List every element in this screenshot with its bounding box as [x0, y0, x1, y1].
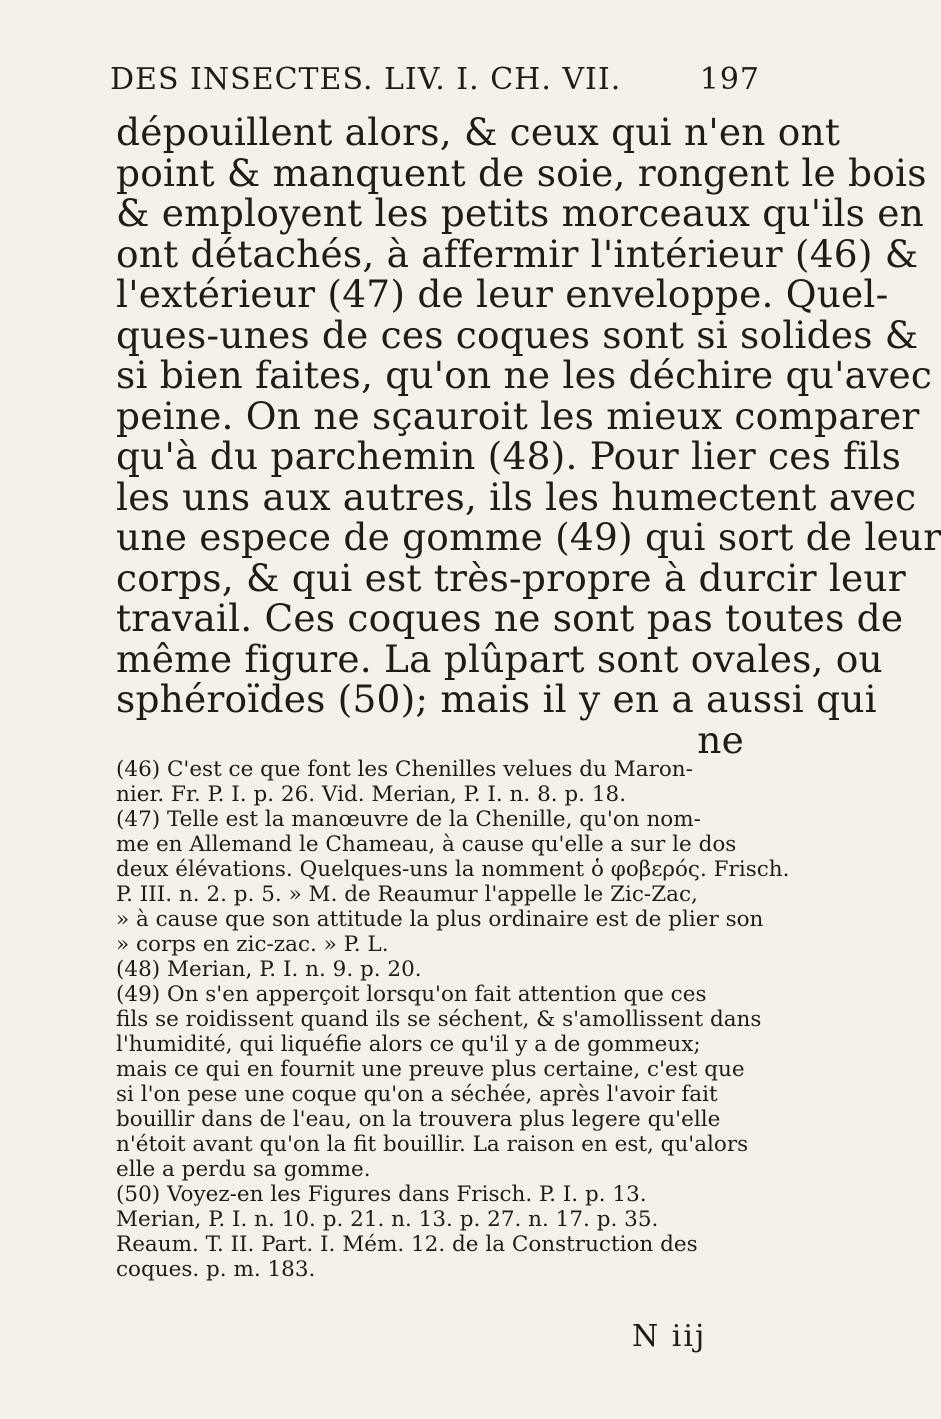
footnote-line: (48) Merian, P. I. n. 9. p. 20.: [116, 957, 422, 982]
body-line: peine. On ne sçauroit les mieux comparer: [116, 393, 920, 438]
footnote-line: l'humidité, qui liquéfie alors ce qu'il y a de gommeux;: [116, 1032, 701, 1057]
footnotes: [116, 757, 790, 1282]
footnote-line: » à cause que son attitude la plus ordinaire est de plier son: [116, 907, 764, 932]
footnote-line: (50) Voyez-en les Figures dans Frisch. P. I. p. 13.: [116, 1182, 647, 1207]
footnote-line: coques. p. m. 183.: [116, 1257, 316, 1282]
page-number: 197: [699, 62, 760, 97]
signature-mark: N iij: [632, 1319, 707, 1354]
running-header: [110, 62, 760, 97]
footnote-line: Reaum. T. II. Part. I. Mém. 12. de la Construction des: [116, 1232, 698, 1257]
body-line: si bien faites, qu'on ne les déchire qu'avec: [116, 353, 933, 397]
main-text: [116, 110, 941, 762]
body-line: point & manquent de soie, rongent le bois: [116, 150, 927, 195]
footnote-line: nier. Fr. P. I. p. 26. Vid. Merian, P. I. n. 8. p. 18.: [116, 782, 627, 807]
body-line: ont détachés, à affermir l'intérieur (46) &: [116, 231, 919, 276]
footnote-line: bouillir dans de l'eau, on la trouvera plus legere qu'elle: [116, 1107, 721, 1132]
running-title: DES INSECTES. LIV. I. CH. VII.: [110, 62, 622, 97]
footnote-line: fils se roidissent quand ils se séchent, & s'amollissent dans: [116, 1007, 762, 1032]
body-line: dépouillent alors, & ceux qui n'en ont: [116, 110, 841, 154]
body-line: travail. Ces coques ne sont pas toutes de: [116, 596, 904, 640]
body-line: une espece de gomme (49) qui sort de leur: [116, 515, 941, 559]
footnote-line: me en Allemand le Chameau, à cause qu'elle a sur le dos: [116, 832, 737, 857]
footnote-line: si l'on pese une coque qu'on a séchée, après l'avoir fait: [116, 1082, 718, 1107]
footnote-line: » corps en zic-zac. » P. L.: [116, 932, 389, 957]
catchword: ne: [697, 717, 744, 762]
body-line: l'extérieur (47) de leur enveloppe. Quel-: [116, 272, 889, 316]
body-line: corps, & qui est très-propre à durcir leur: [116, 555, 906, 600]
body-line: les uns aux autres, ils les humectent avec: [116, 474, 917, 519]
body-line: sphéroïdes (50); mais il y en a aussi qui: [116, 677, 877, 721]
body-line: qu'à du parchemin (48). Pour lier ces fils: [116, 434, 902, 478]
footnote-line: mais ce qui en fournit une preuve plus certaine, c'est que: [116, 1057, 745, 1082]
body-line: & employent les petits morceaux qu'ils en: [116, 191, 924, 235]
footnote-line: n'étoit avant qu'on la fit bouillir. La raison en est, qu'alors: [116, 1132, 749, 1157]
footnote-line: elle a perdu sa gomme.: [116, 1157, 371, 1182]
footnote-line: (47) Telle est la manœuvre de la Chenille, qu'on nom-: [116, 807, 701, 832]
footnote-line: P. III. n. 2. p. 5. » M. de Reaumur l'appelle le Zic-Zac,: [116, 882, 698, 907]
footnote-line: (49) On s'en apperçoit lorsqu'on fait attention que ces: [116, 982, 707, 1007]
footnote-line: deux élévations. Quelques-uns la nomment ὁ φοβερός. Frisch.: [116, 857, 790, 882]
body-line: même figure. La plûpart sont ovales, ou: [116, 636, 883, 681]
body-line: ques-unes de ces coques sont si solides &: [116, 312, 919, 357]
footnote-line: Merian, P. I. n. 10. p. 21. n. 13. p. 27. n. 17. p. 35.: [116, 1207, 659, 1232]
footnote-line: (46) C'est ce que font les Chenilles velues du Maron-: [116, 757, 693, 782]
